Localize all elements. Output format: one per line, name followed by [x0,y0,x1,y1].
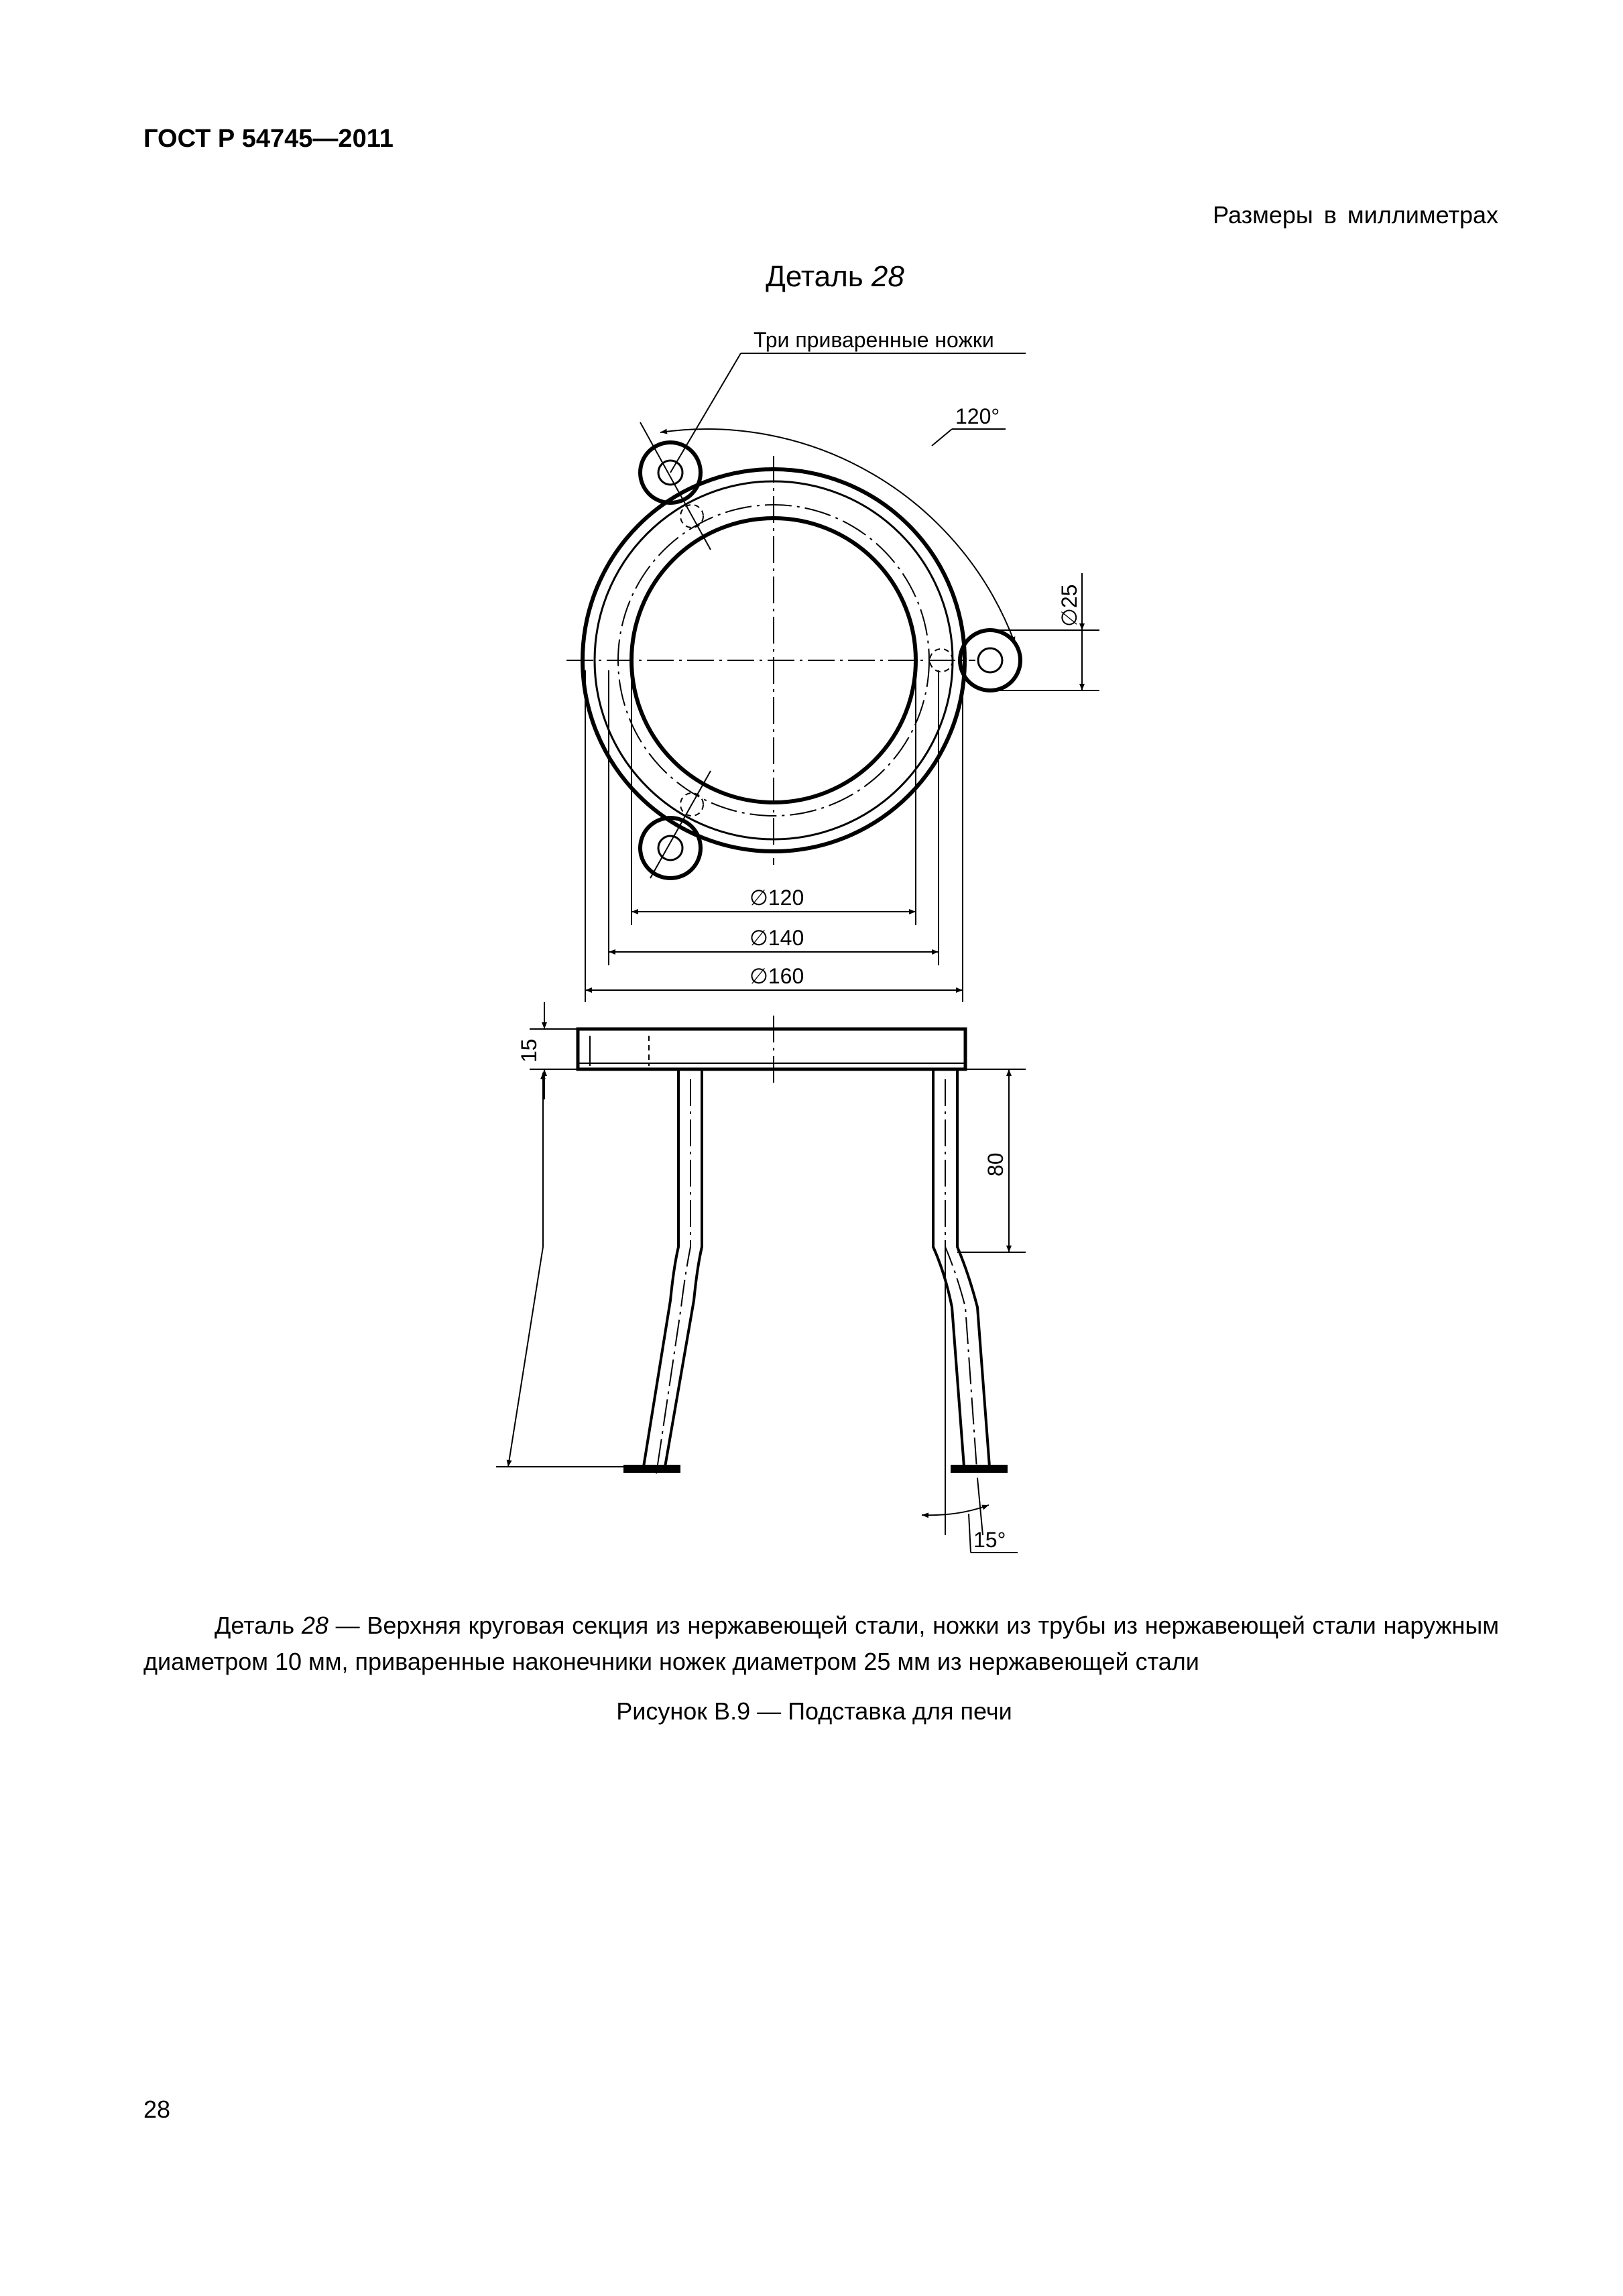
angle-120-arc [660,429,1015,644]
detail-caption [143,1608,1499,1680]
side-view [496,1002,1026,1553]
units-note: Размеры в миллиметрах [1213,201,1498,229]
right-leg-inner [957,1069,989,1467]
caption-prefix: Деталь [215,1612,295,1639]
right-leg-outer [933,1069,964,1467]
caption-text: — Верхняя круговая секция из нержавеющей стали, ножки из трубы из нержавеющей стали наружным диаметром 10 мм, приваренные наконечники ножек диаметром 25 мм из нержавеющей стали [143,1612,1499,1675]
dia160-label: ∅160 [749,964,804,988]
left-leg-inner [665,1069,702,1467]
angle15-leader [969,1514,971,1553]
leg-length-dim [508,1073,543,1467]
height15-label: 15 [517,1038,541,1063]
standard-header: ГОСТ Р 54745—2011 [143,125,394,153]
left-leg-outer [644,1069,678,1467]
dia140-label: ∅140 [749,926,804,950]
angle-120-leader [932,429,952,446]
figure-caption: Рисунок В.9 — Подставка для печи [616,1697,1012,1725]
right-foot [951,1465,1008,1473]
angle-120-label: 120° [955,404,1000,428]
caption-number: 28 [301,1612,328,1639]
detail-number: 28 [871,260,904,293]
leader-label: Три приваренные ножки [754,328,994,352]
angle15-ref-slant [977,1478,983,1535]
leader-line [670,353,741,473]
page-number: 28 [143,2096,171,2123]
detail-label: Деталь [766,260,863,293]
left-foot [623,1465,680,1473]
dia25-label: ∅25 [1057,584,1081,627]
angle15-label: 15° [973,1528,1006,1552]
angle15-arc [922,1505,989,1515]
plan-view [566,353,1099,1002]
dia120-label: ∅120 [749,886,804,910]
dimension-labels [517,328,1081,1552]
height80-label: 80 [983,1152,1008,1176]
